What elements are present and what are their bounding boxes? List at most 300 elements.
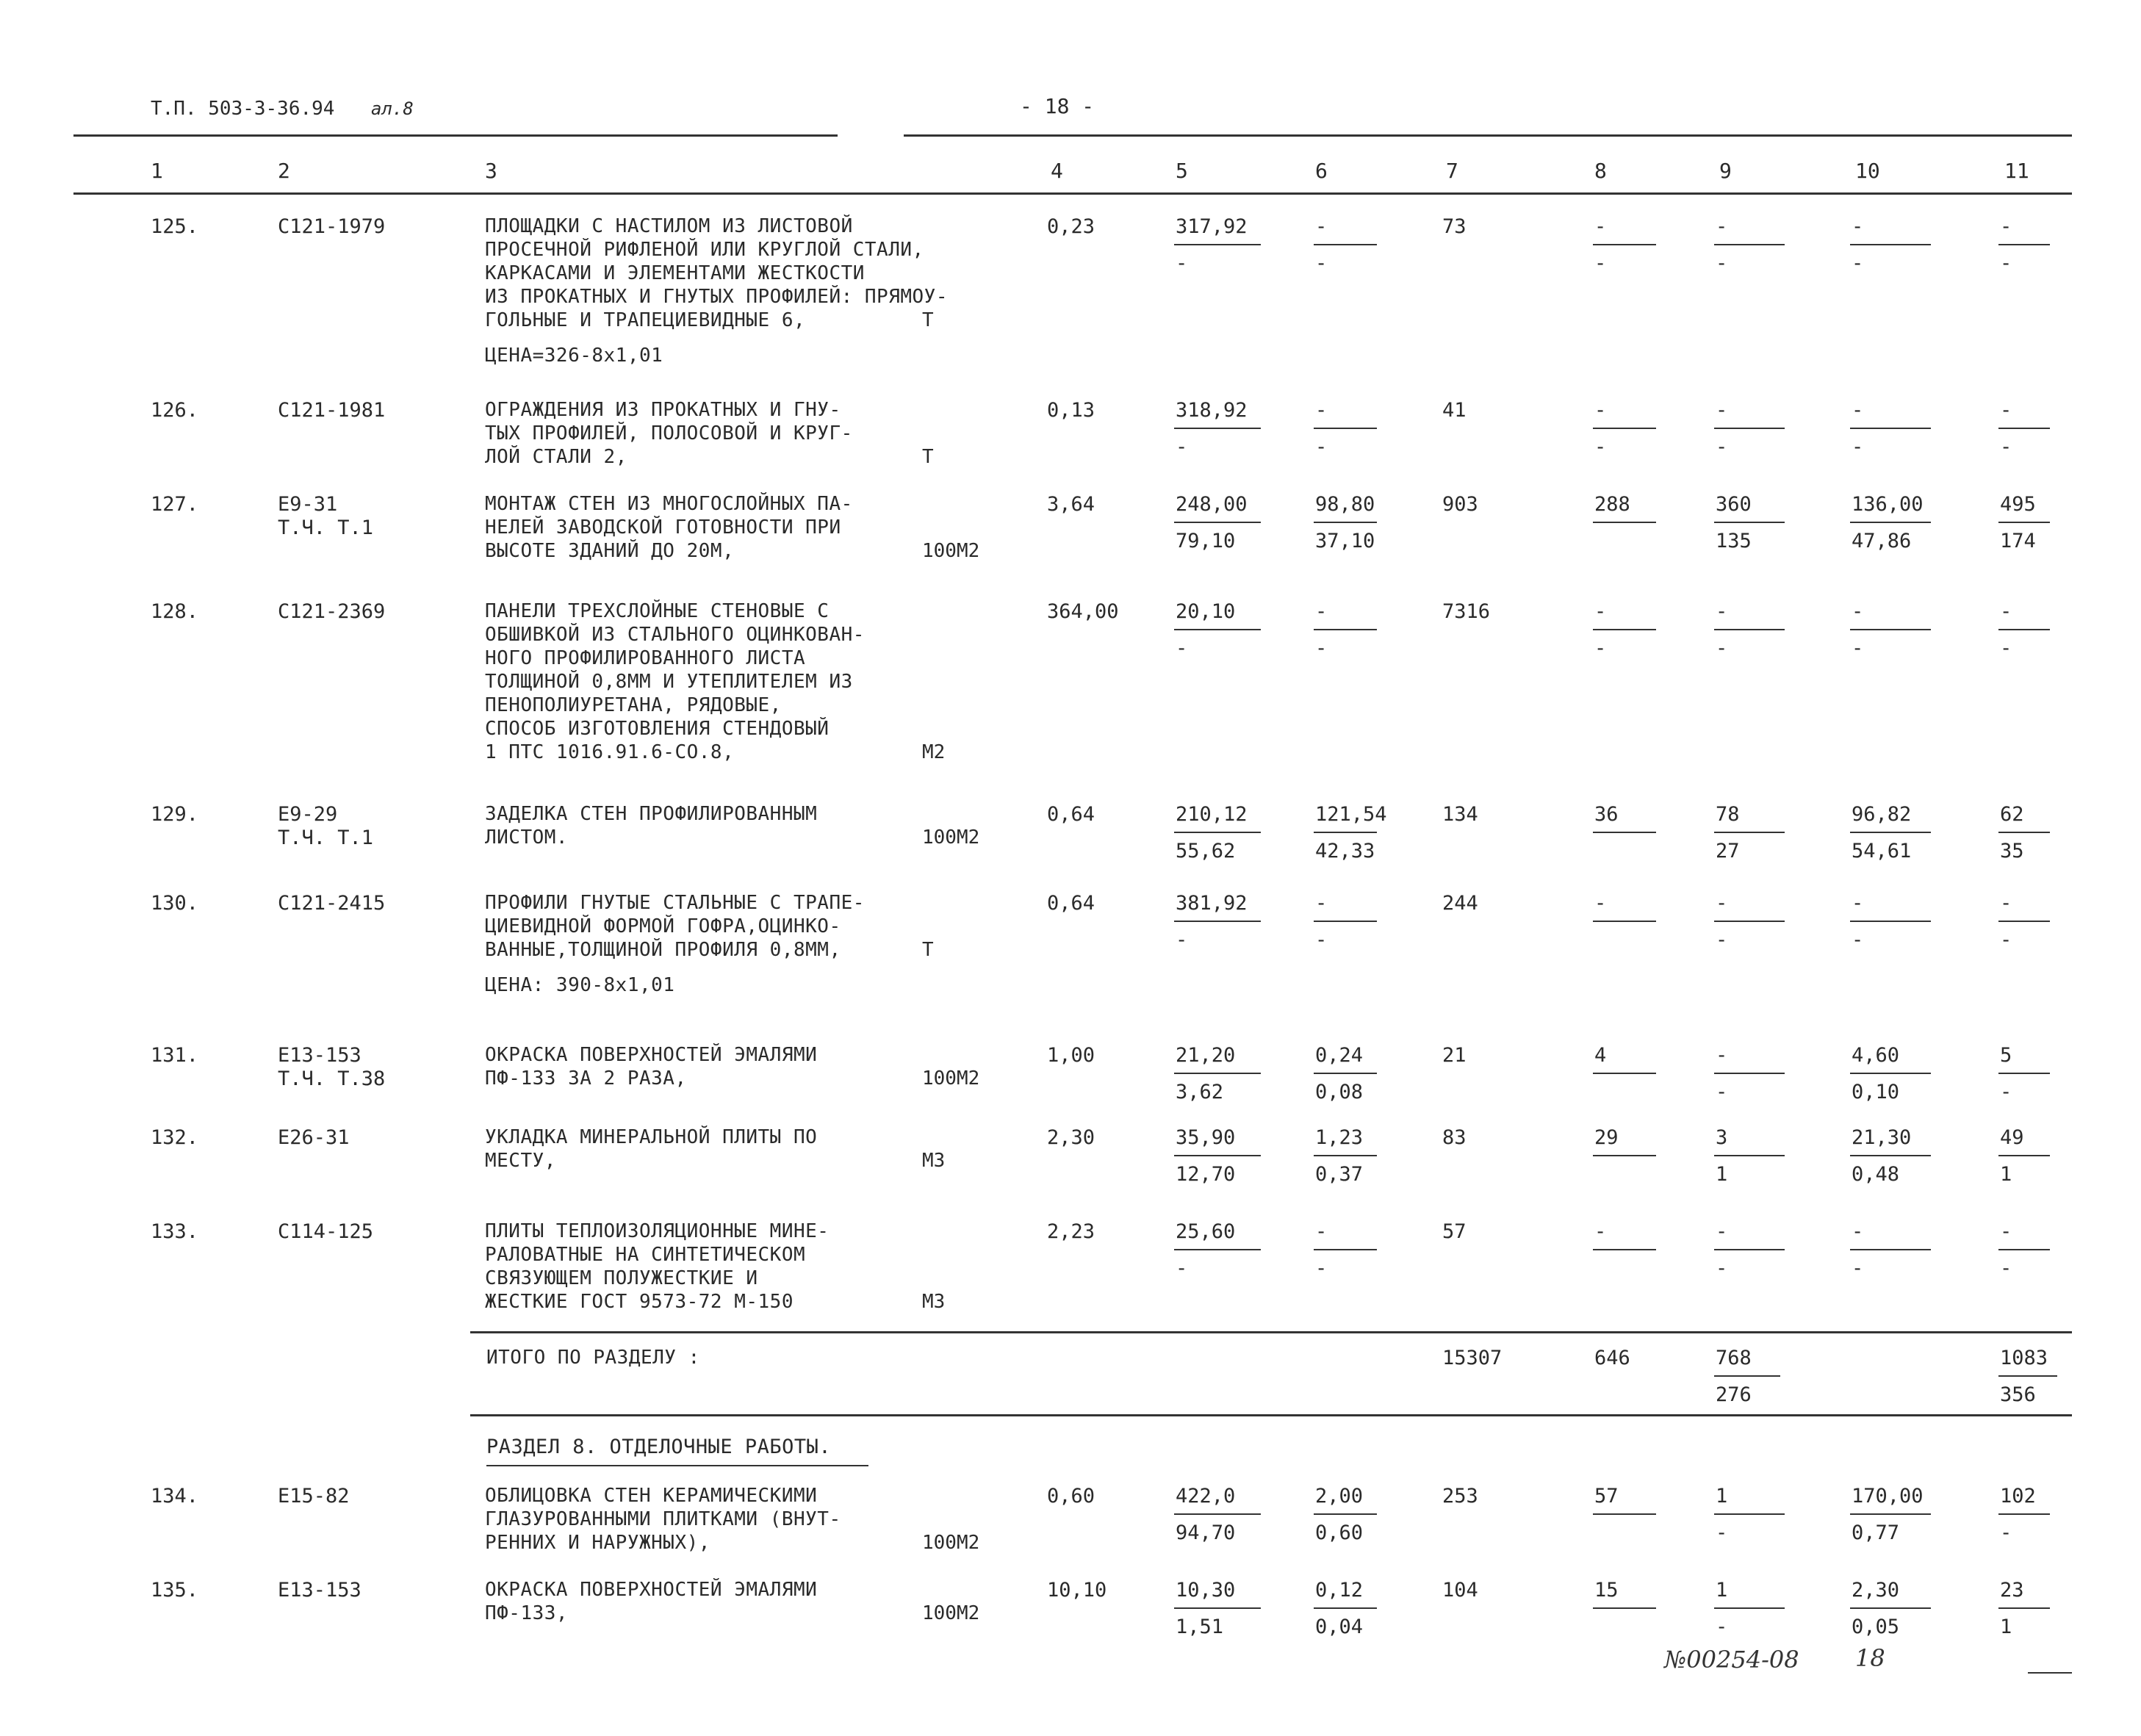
total-cost: 134 (1442, 803, 1478, 826)
c6-bottom-value: - (1315, 929, 1328, 951)
column-header-rule (73, 192, 2072, 195)
c11-fraction-rule (1998, 1607, 2050, 1609)
c5-bottom-value: - (1176, 436, 1188, 458)
column-header-11: 11 (2004, 159, 2029, 183)
c5-top-value: 318,92 (1176, 399, 1248, 422)
c8-top-value: 4 (1594, 1044, 1607, 1067)
c6-top-value: - (1315, 399, 1328, 422)
work-description-line: ГЛАЗУРОВАННЫМИ ПЛИТКАМИ (ВНУТ- (485, 1508, 841, 1530)
work-description-line: УКЛАДКА МИНЕРАЛЬНОЙ ПЛИТЫ ПО (485, 1126, 818, 1148)
c8-top-value: 57 (1594, 1485, 1619, 1508)
c8-top-value: - (1594, 215, 1607, 238)
c8-top-value: - (1594, 399, 1607, 422)
column-header-7: 7 (1446, 159, 1458, 183)
total-cost: 41 (1442, 399, 1467, 422)
c6-bottom-value: - (1315, 637, 1328, 660)
c9-bottom-value: - (1716, 637, 1728, 660)
unit-of-measure: 100М2 (922, 540, 980, 562)
total-top-rule (470, 1331, 2072, 1333)
column-header-4: 4 (1051, 159, 1063, 183)
c10-bottom-value: 47,86 (1852, 530, 1912, 552)
total-cost: 253 (1442, 1485, 1478, 1508)
row-number: 126. (151, 399, 199, 422)
c11-fraction-rule (1998, 832, 2050, 833)
c11-bottom-value: - (2000, 1257, 2012, 1280)
c6-fraction-rule (1314, 921, 1377, 922)
price-code: Е15-82 (278, 1485, 350, 1508)
c5-top-value: 248,00 (1176, 493, 1248, 516)
total-c11-bottom: 356 (2000, 1383, 2036, 1406)
c6-fraction-rule (1314, 629, 1377, 630)
c9-top-value: - (1716, 600, 1728, 623)
row-number: 129. (151, 803, 199, 826)
c10-fraction-rule (1850, 1607, 1931, 1609)
unit-of-measure: Т (922, 446, 934, 468)
quantity: 3,64 (1047, 493, 1095, 516)
page-number: - 18 - (1020, 94, 1095, 118)
c8-bottom-value: - (1594, 637, 1607, 660)
c9-bottom-value: 135 (1716, 530, 1752, 552)
c11-bottom-value: - (2000, 637, 2012, 660)
quantity: 2,30 (1047, 1126, 1095, 1149)
c10-bottom-value: - (1852, 929, 1864, 951)
c6-fraction-rule (1314, 1513, 1377, 1515)
c9-fraction-rule (1714, 1249, 1785, 1250)
work-description-line: ТОЛЩИНОЙ 0,8ММ И УТЕПЛИТЕЛЕМ ИЗ (485, 671, 853, 693)
album-label: ал.8 (371, 98, 414, 119)
c11-top-value: 495 (2000, 493, 2036, 516)
work-description-line: ЗАДЕЛКА СТЕН ПРОФИЛИРОВАННЫМ (485, 803, 818, 825)
price-code: С121-2369 (278, 600, 386, 623)
unit-of-measure: М3 (922, 1150, 946, 1172)
price-code: Т.Ч. Т.38 (278, 1067, 386, 1090)
c8-top-value: - (1594, 892, 1607, 915)
c10-bottom-value: - (1852, 252, 1864, 275)
c5-bottom-value: 1,51 (1176, 1616, 1224, 1638)
c9-top-value: - (1716, 1220, 1728, 1243)
c5-top-value: 317,92 (1176, 215, 1248, 238)
c11-bottom-value: 1 (2000, 1616, 2012, 1638)
work-description-line: ЛОЙ СТАЛИ 2, (485, 446, 627, 468)
c9-bottom-value: 1 (1716, 1163, 1728, 1186)
row-number: 128. (151, 600, 199, 623)
c9-bottom-value: - (1716, 929, 1728, 951)
footer-rule (2028, 1672, 2072, 1674)
work-description-line: СВЯЗУЮЩЕМ ПОЛУЖЕСТКИЕ И (485, 1267, 758, 1289)
c5-bottom-value: - (1176, 637, 1188, 660)
c10-bottom-value: 0,77 (1852, 1521, 1900, 1544)
c9-bottom-value: - (1716, 1616, 1728, 1638)
c8-bottom-value: - (1594, 436, 1607, 458)
total-cost: 73 (1442, 215, 1467, 238)
price-code: Е13-153 (278, 1579, 361, 1602)
c9-fraction-rule (1714, 428, 1785, 429)
work-description-line: ВЫСОТЕ ЗДАНИЙ ДО 20М, (485, 540, 735, 562)
work-description-line: НЕЛЕЙ ЗАВОДСКОЙ ГОТОВНОСТИ ПРИ (485, 516, 841, 539)
c6-top-value: - (1315, 215, 1328, 238)
work-description-line: МОНТАЖ СТЕН ИЗ МНОГОСЛОЙНЫХ ПА- (485, 493, 853, 515)
c8-fraction-rule (1593, 522, 1656, 523)
c10-top-value: - (1852, 892, 1864, 915)
c8-fraction-rule (1593, 1249, 1656, 1250)
c10-fraction-rule (1850, 921, 1931, 922)
work-description-line: РЕННИХ И НАРУЖНЫХ), (485, 1532, 710, 1554)
work-description-line: ПФ-133, (485, 1602, 569, 1624)
total-bottom-rule (470, 1414, 2072, 1416)
unit-of-measure: Т (922, 309, 934, 331)
column-header-2: 2 (278, 159, 290, 183)
c10-top-value: 170,00 (1852, 1485, 1924, 1508)
quantity: 364,00 (1047, 600, 1119, 623)
row-number: 127. (151, 493, 199, 516)
total-cost: 903 (1442, 493, 1478, 516)
c6-fraction-rule (1314, 1607, 1377, 1609)
c5-fraction-rule (1174, 1607, 1261, 1609)
c5-bottom-value: 3,62 (1176, 1081, 1224, 1103)
c9-top-value: 360 (1716, 493, 1752, 516)
c10-bottom-value: 0,48 (1852, 1163, 1900, 1186)
c10-fraction-rule (1850, 1513, 1931, 1515)
c8-bottom-value: - (1594, 252, 1607, 275)
c10-bottom-value: 0,10 (1852, 1081, 1900, 1103)
total-cost: 57 (1442, 1220, 1467, 1243)
c6-top-value: 1,23 (1315, 1126, 1364, 1149)
c8-fraction-rule (1593, 244, 1656, 245)
work-description-line: ПАНЕЛИ ТРЕХСЛОЙНЫЕ СТЕНОВЫЕ С (485, 600, 830, 622)
c10-top-value: 2,30 (1852, 1579, 1900, 1602)
price-code: С121-1981 (278, 399, 386, 422)
c6-bottom-value: 37,10 (1315, 530, 1375, 552)
price-code: Е26-31 (278, 1126, 350, 1149)
section-title: РАЗДЕЛ 8. ОТДЕЛОЧНЫЕ РАБОТЫ. (486, 1436, 832, 1458)
c5-fraction-rule (1174, 921, 1261, 922)
c8-fraction-rule (1593, 921, 1656, 922)
c8-top-value: 36 (1594, 803, 1619, 826)
c11-fraction-rule (1998, 1249, 2050, 1250)
column-header-10: 10 (1855, 159, 1880, 183)
column-header-6: 6 (1315, 159, 1328, 183)
c11-bottom-value: 1 (2000, 1163, 2012, 1186)
total-cost: 83 (1442, 1126, 1467, 1149)
c11-bottom-value: - (2000, 1521, 2012, 1544)
total-c9-rule (1714, 1375, 1780, 1377)
work-description-line: МЕСТУ, (485, 1150, 556, 1172)
c11-top-value: 5 (2000, 1044, 2012, 1067)
work-description-line: КАРКАСАМИ И ЭЛЕМЕНТАМИ ЖЕСТКОСТИ (485, 262, 865, 284)
c9-top-value: 3 (1716, 1126, 1728, 1149)
c8-fraction-rule (1593, 1607, 1656, 1609)
c8-fraction-rule (1593, 1073, 1656, 1074)
c5-fraction-rule (1174, 1155, 1261, 1156)
footer-sheet: 18 (1855, 1644, 1885, 1672)
c5-top-value: 20,10 (1176, 600, 1236, 623)
c9-top-value: - (1716, 399, 1728, 422)
c11-top-value: - (2000, 600, 2012, 623)
c5-top-value: 25,60 (1176, 1220, 1236, 1243)
column-header-8: 8 (1594, 159, 1607, 183)
work-description-line: ПЛОЩАДКИ С НАСТИЛОМ ИЗ ЛИСТОВОЙ (485, 215, 853, 237)
c8-top-value: 288 (1594, 493, 1630, 516)
c11-fraction-rule (1998, 1073, 2050, 1074)
c10-bottom-value: - (1852, 436, 1864, 458)
c11-bottom-value: - (2000, 436, 2012, 458)
c5-fraction-rule (1174, 1073, 1261, 1074)
quantity: 0,64 (1047, 892, 1095, 915)
c8-fraction-rule (1593, 1513, 1656, 1515)
c9-bottom-value: - (1716, 1257, 1728, 1280)
c8-top-value: 15 (1594, 1579, 1619, 1602)
c5-fraction-rule (1174, 629, 1261, 630)
c6-fraction-rule (1314, 832, 1377, 833)
c9-top-value: - (1716, 215, 1728, 238)
work-description-line: ПРОФИЛИ ГНУТЫЕ СТАЛЬНЫЕ С ТРАПЕ- (485, 892, 865, 914)
total-c9-bottom: 276 (1716, 1383, 1752, 1406)
c11-top-value: - (2000, 1220, 2012, 1243)
c11-bottom-value: 35 (2000, 840, 2024, 862)
row-number: 125. (151, 215, 199, 238)
price-note: ЦЕНА: 390-8х1,01 (485, 974, 675, 996)
price-code: Т.Ч. Т.1 (278, 516, 374, 539)
c9-fraction-rule (1714, 522, 1785, 523)
c6-fraction-rule (1314, 1073, 1377, 1074)
quantity: 1,00 (1047, 1044, 1095, 1067)
c11-bottom-value: - (2000, 1081, 2012, 1103)
c11-top-value: 49 (2000, 1126, 2024, 1149)
c10-fraction-rule (1850, 1155, 1931, 1156)
c10-bottom-value: - (1852, 637, 1864, 660)
c9-top-value: 1 (1716, 1579, 1728, 1602)
work-description-line: ЖЕСТКИЕ ГОСТ 9573-72 М-150 (485, 1291, 794, 1313)
c9-fraction-rule (1714, 1607, 1785, 1609)
c9-bottom-value: - (1716, 252, 1728, 275)
total-cost: 21 (1442, 1044, 1467, 1067)
work-description-line: ОБШИВКОЙ ИЗ СТАЛЬНОГО ОЦИНКОВАН- (485, 624, 865, 646)
c6-fraction-rule (1314, 428, 1377, 429)
c6-fraction-rule (1314, 522, 1377, 523)
c5-fraction-rule (1174, 832, 1261, 833)
c11-bottom-value: 174 (2000, 530, 2036, 552)
c10-bottom-value: 54,61 (1852, 840, 1912, 862)
c10-fraction-rule (1850, 1249, 1931, 1250)
c9-fraction-rule (1714, 1513, 1785, 1515)
work-description-line: ВАННЫЕ,ТОЛЩИНОЙ ПРОФИЛЯ 0,8ММ, (485, 939, 841, 961)
total-cost: 7316 (1442, 600, 1491, 623)
unit-of-measure: 100М2 (922, 1532, 980, 1554)
work-description-line: ОКРАСКА ПОВЕРХНОСТЕЙ ЭМАЛЯМИ (485, 1044, 818, 1066)
c5-bottom-value: 94,70 (1176, 1521, 1236, 1544)
c6-fraction-rule (1314, 1249, 1377, 1250)
c8-fraction-rule (1593, 428, 1656, 429)
quantity: 0,64 (1047, 803, 1095, 826)
row-number: 134. (151, 1485, 199, 1508)
c11-top-value: 23 (2000, 1579, 2024, 1602)
price-code: С121-1979 (278, 215, 386, 238)
total-c11-top: 1083 (2000, 1347, 2048, 1369)
c6-top-value: 0,12 (1315, 1579, 1364, 1602)
doc-code: Т.П. 503-3-36.94 (151, 98, 335, 120)
c6-bottom-value: 0,37 (1315, 1163, 1364, 1186)
c11-top-value: - (2000, 215, 2012, 238)
c6-bottom-value: - (1315, 436, 1328, 458)
c6-top-value: 121,54 (1315, 803, 1387, 826)
c6-top-value: - (1315, 892, 1328, 915)
total-c11-rule (1998, 1375, 2057, 1377)
c10-fraction-rule (1850, 428, 1931, 429)
work-description-line: РАЛОВАТНЫЕ НА СИНТЕТИЧЕСКОМ (485, 1244, 806, 1266)
c9-top-value: 78 (1716, 803, 1740, 826)
c11-fraction-rule (1998, 629, 2050, 630)
c11-top-value: 62 (2000, 803, 2024, 826)
c10-top-value: - (1852, 215, 1864, 238)
column-header-9: 9 (1719, 159, 1732, 183)
c5-top-value: 381,92 (1176, 892, 1248, 915)
c9-bottom-value: - (1716, 1081, 1728, 1103)
c11-top-value: - (2000, 399, 2012, 422)
c10-fraction-rule (1850, 522, 1931, 523)
section-title-underline (486, 1465, 868, 1466)
c6-bottom-value: - (1315, 252, 1328, 275)
c11-bottom-value: - (2000, 929, 2012, 951)
c9-fraction-rule (1714, 832, 1785, 833)
c10-fraction-rule (1850, 244, 1931, 245)
header-rule-left (73, 134, 838, 137)
column-header-1: 1 (151, 159, 163, 183)
price-code: Е13-153 (278, 1044, 361, 1067)
c10-bottom-value: 0,05 (1852, 1616, 1900, 1638)
c11-fraction-rule (1998, 1513, 2050, 1515)
quantity: 10,10 (1047, 1579, 1107, 1602)
price-note: ЦЕНА=326-8х1,01 (485, 345, 663, 367)
c10-top-value: 136,00 (1852, 493, 1924, 516)
c5-bottom-value: - (1176, 1257, 1188, 1280)
c10-bottom-value: - (1852, 1257, 1864, 1280)
c5-bottom-value: - (1176, 252, 1188, 275)
total-c7: 15307 (1442, 1347, 1503, 1369)
c6-bottom-value: - (1315, 1257, 1328, 1280)
work-description-line: ИЗ ПРОКАТНЫХ И ГНУТЫХ ПРОФИЛЕЙ: ПРЯМОУ- (485, 286, 948, 308)
c11-fraction-rule (1998, 1155, 2050, 1156)
price-code: Е9-31 (278, 493, 338, 516)
c6-top-value: - (1315, 600, 1328, 623)
c6-top-value: 0,24 (1315, 1044, 1364, 1067)
c11-fraction-rule (1998, 522, 2050, 523)
total-cost: 104 (1442, 1579, 1478, 1602)
c10-top-value: - (1852, 399, 1864, 422)
row-number: 133. (151, 1220, 199, 1243)
c8-top-value: - (1594, 600, 1607, 623)
work-description-line: ОБЛИЦОВКА СТЕН КЕРАМИЧЕСКИМИ (485, 1485, 818, 1507)
c5-fraction-rule (1174, 1513, 1261, 1515)
c10-top-value: - (1852, 1220, 1864, 1243)
c6-top-value: 98,80 (1315, 493, 1375, 516)
c10-fraction-rule (1850, 629, 1931, 630)
unit-of-measure: М2 (922, 741, 946, 763)
c11-fraction-rule (1998, 428, 2050, 429)
work-description-line: ЦИЕВИДНОЙ ФОРМОЙ ГОФРА,ОЦИНКО- (485, 915, 841, 937)
column-header-3: 3 (485, 159, 497, 183)
c5-fraction-rule (1174, 428, 1261, 429)
work-description-line: ОГРАЖДЕНИЯ ИЗ ПРОКАТНЫХ И ГНУ- (485, 399, 841, 421)
c5-top-value: 422,0 (1176, 1485, 1236, 1508)
row-number: 130. (151, 892, 199, 915)
header-rule-right (904, 134, 2072, 137)
c5-top-value: 21,20 (1176, 1044, 1236, 1067)
work-description-line: 1 ПТС 1016.91.6-СО.8, (485, 741, 735, 763)
c9-fraction-rule (1714, 921, 1785, 922)
unit-of-measure: М3 (922, 1291, 946, 1313)
row-number: 131. (151, 1044, 199, 1067)
price-code: Е9-29 (278, 803, 338, 826)
price-code: Т.Ч. Т.1 (278, 826, 374, 849)
c9-fraction-rule (1714, 1073, 1785, 1074)
c9-bottom-value: 27 (1716, 840, 1740, 862)
c5-top-value: 210,12 (1176, 803, 1248, 826)
total-c8: 646 (1594, 1347, 1630, 1369)
c11-top-value: 102 (2000, 1485, 2036, 1508)
c6-top-value: - (1315, 1220, 1328, 1243)
unit-of-measure: 100М2 (922, 1602, 980, 1624)
work-description-line: ПФ-133 ЗА 2 РАЗА, (485, 1067, 687, 1089)
total-label: ИТОГО ПО РАЗДЕЛУ : (486, 1347, 700, 1369)
quantity: 0,60 (1047, 1485, 1095, 1508)
quantity: 0,13 (1047, 399, 1095, 422)
c9-top-value: - (1716, 1044, 1728, 1067)
c6-bottom-value: 0,08 (1315, 1081, 1364, 1103)
c11-top-value: - (2000, 892, 2012, 915)
c10-top-value: 4,60 (1852, 1044, 1900, 1067)
c9-bottom-value: - (1716, 436, 1728, 458)
c9-fraction-rule (1714, 1155, 1785, 1156)
c5-bottom-value: 55,62 (1176, 840, 1236, 862)
footer-stamp: №00254-08 (1664, 1646, 1799, 1674)
work-description-line: ОКРАСКА ПОВЕРХНОСТЕЙ ЭМАЛЯМИ (485, 1579, 818, 1601)
work-description-line: ПЕНОПОЛИУРЕТАНА, РЯДОВЫЕ, (485, 694, 782, 716)
price-code: С114-125 (278, 1220, 374, 1243)
c11-fraction-rule (1998, 244, 2050, 245)
unit-of-measure: 100М2 (922, 826, 980, 849)
unit-of-measure: Т (922, 939, 934, 961)
work-description-line: ГОЛЬНЫЕ И ТРАПЕЦИЕВИДНЫЕ 6, (485, 309, 806, 331)
work-description-line: НОГО ПРОФИЛИРОВАННОГО ЛИСТА (485, 647, 806, 669)
c6-fraction-rule (1314, 1155, 1377, 1156)
work-description-line: ПРОСЕЧНОЙ РИФЛЕНОЙ ИЛИ КРУГЛОЙ СТАЛИ, (485, 239, 924, 261)
work-description-line: ЛИСТОМ. (485, 826, 569, 849)
c10-fraction-rule (1850, 832, 1931, 833)
total-cost: 244 (1442, 892, 1478, 915)
c9-top-value: - (1716, 892, 1728, 915)
c5-top-value: 10,30 (1176, 1579, 1236, 1602)
c5-fraction-rule (1174, 244, 1261, 245)
c11-bottom-value: - (2000, 252, 2012, 275)
c6-fraction-rule (1314, 244, 1377, 245)
row-number: 132. (151, 1126, 199, 1149)
quantity: 2,23 (1047, 1220, 1095, 1243)
c10-top-value: 21,30 (1852, 1126, 1912, 1149)
c5-bottom-value: - (1176, 929, 1188, 951)
column-header-5: 5 (1176, 159, 1188, 183)
c6-bottom-value: 0,60 (1315, 1521, 1364, 1544)
work-description-line: СПОСОБ ИЗГОТОВЛЕНИЯ СТЕНДОВЫЙ (485, 718, 830, 740)
c9-fraction-rule (1714, 629, 1785, 630)
c6-bottom-value: 42,33 (1315, 840, 1375, 862)
work-description-line: ТЫХ ПРОФИЛЕЙ, ПОЛОСОВОЙ И КРУГ- (485, 422, 853, 444)
unit-of-measure: 100М2 (922, 1067, 980, 1089)
c10-top-value: - (1852, 600, 1864, 623)
c8-fraction-rule (1593, 629, 1656, 630)
quantity: 0,23 (1047, 215, 1095, 238)
c10-fraction-rule (1850, 1073, 1931, 1074)
c10-top-value: 96,82 (1852, 803, 1912, 826)
